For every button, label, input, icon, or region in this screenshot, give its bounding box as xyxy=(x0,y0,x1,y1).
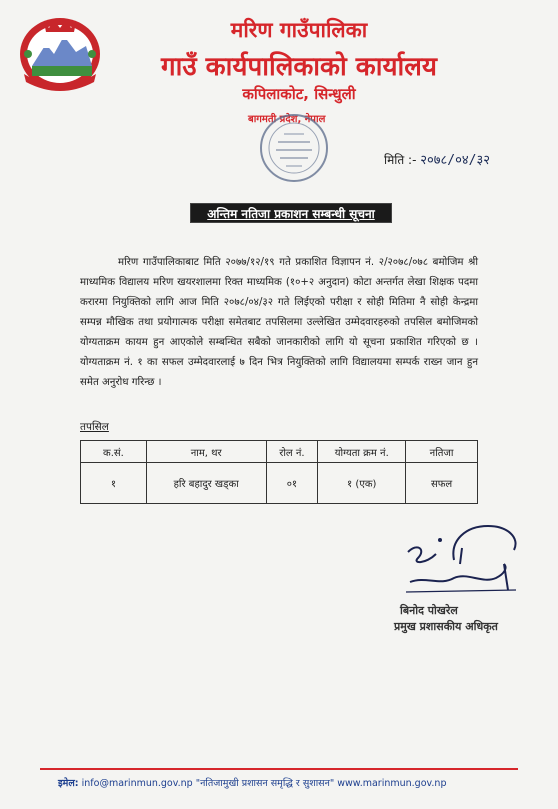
table-header-row xyxy=(81,441,478,463)
column-header-merit-rank: योग्यता क्रम नं. xyxy=(318,441,406,463)
footer-slogan: "नतिजामुखी प्रशासन समृद्धि र सुशासन" xyxy=(195,778,335,789)
column-header-name: नाम, थर xyxy=(146,441,266,463)
cell-merit-rank: १ (एक) xyxy=(318,463,406,504)
office-stamp-icon xyxy=(258,112,330,184)
date-label: मिति :- xyxy=(384,153,417,167)
column-header-result: नतिजा xyxy=(406,441,478,463)
footer-email-label: इमेल: xyxy=(58,778,79,789)
notice-body-text: मरिण गाउँपालिकाबाट मिति २०७७/१२/१९ गते प्रकाशित विज्ञापन नं. २/२०७८/०७८ बमोजिम श्री माध्यमिक विद्यालय मरिण खयरशालमा रिक्त माध्यमिक (१०+२ अनुदान) कोटा अन्तर्गत लेखा शिक्षक पदमा करारमा नियुक्तिको लागि आज मिति २०७८/०४/३२ गते लिईएको परीक्षा र सोही मितिमा नै सोही केन्द्रमा सम्पन्न मौखिक तथा प्रयोगात्मक परीक्षा समेतबाट तपसिलमा उल्लेखित उम्मेदवारहरुको तपसिल बमोजिमको योग्यताक्रम कायम हुन आएकोले सम्बन्धित सबैको जानकारीको लागि यो सूचना प्रकाशित गरिएको छ । योग्यताक्रम नं. १ का सफल उम्मेदवारलाई ७ दिन भित्र नियुक्तिको लागि विद्यालयमा सम्पर्क राख्न जान हुन समेत अनुरोध गरिन्छ । xyxy=(80,257,478,388)
province-name: बागमती प्रदेश, नेपाल xyxy=(248,114,326,125)
office-name: गाउँ कार्यपालिकाको कार्यालय xyxy=(161,52,437,82)
office-address: कपिलाकोट, सिन्धुली xyxy=(242,85,356,103)
signatory-title: प्रमुख प्रशासकीय अधिकृत xyxy=(394,620,498,633)
cell-roll: ०१ xyxy=(266,463,318,504)
municipality-name: मरिण गाउँपालिका xyxy=(230,18,368,42)
result-table xyxy=(80,440,478,504)
footer-website: www.marinmun.gov.np xyxy=(337,778,447,789)
column-header-serial: क.सं. xyxy=(81,441,147,463)
footer-divider xyxy=(40,768,518,770)
signatory-name: बिनोद पोखरेल xyxy=(400,604,458,617)
annex-label: तपसिल xyxy=(80,421,109,433)
cell-serial: १ xyxy=(81,463,147,504)
date-value: २०७८/०४/३२ xyxy=(420,153,490,168)
table-row xyxy=(81,463,478,504)
notice-title: अन्तिम नतिजा प्रकाशन सम्बन्धी सूचना xyxy=(190,203,392,223)
notice-body xyxy=(80,253,478,393)
column-header-roll: रोल नं. xyxy=(266,441,318,463)
cell-name: हरि बहादुर खड्का xyxy=(146,463,266,504)
cell-result: सफल xyxy=(406,463,478,504)
letter-footer xyxy=(58,776,446,789)
letter-date xyxy=(384,150,490,168)
footer-email: info@marinmun.gov.np xyxy=(81,778,193,789)
signature-image xyxy=(396,520,536,600)
